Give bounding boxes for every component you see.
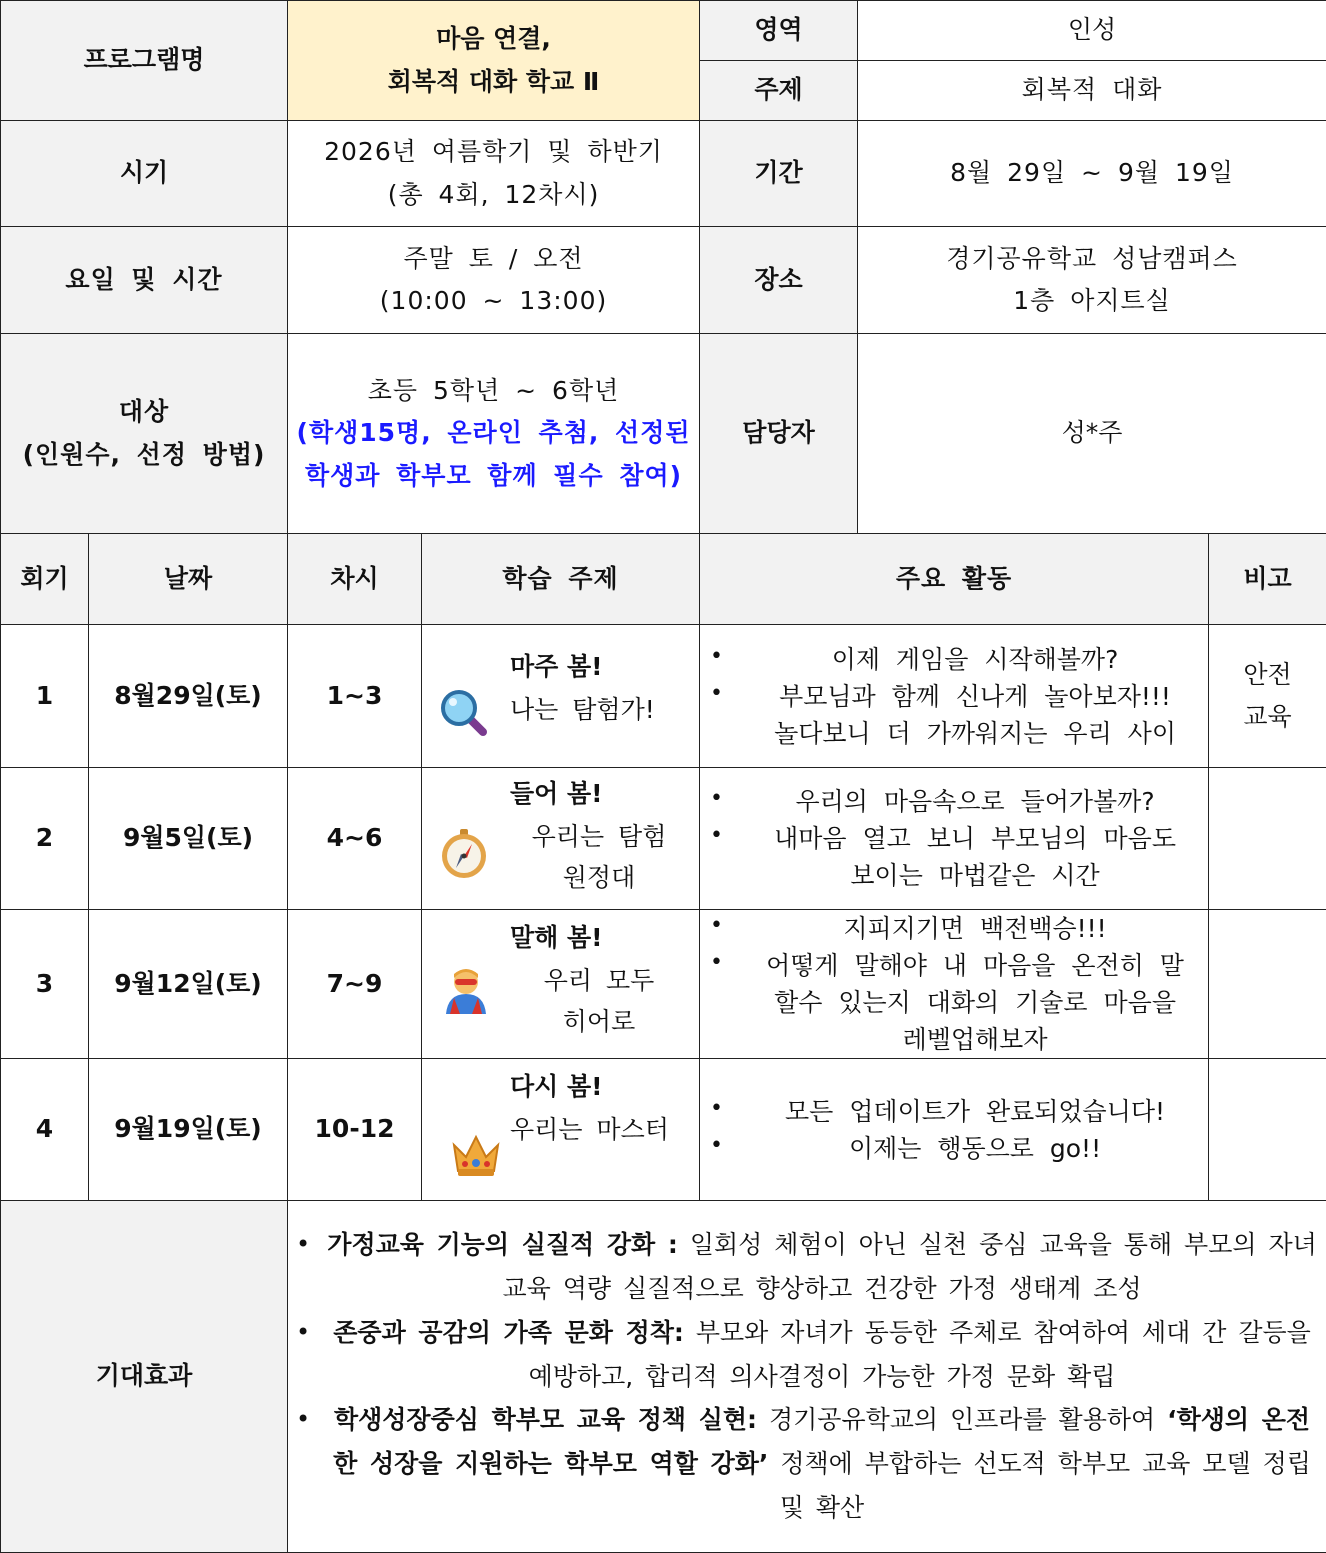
topic-subtitle [506, 960, 692, 1043]
session-date: 8월29일(토) [89, 625, 288, 768]
topic-title: 말해 봄! [510, 918, 603, 958]
program-name-value [288, 1, 700, 121]
effects-content [288, 1201, 1326, 1553]
manager-label: 담당자 [700, 334, 858, 534]
topic-subtitle-line1: 우리는 탐험 [506, 816, 692, 857]
session-number: 4 [1, 1059, 89, 1201]
target-line3: 학생과 학부모 함께 필수 참여) [294, 455, 693, 498]
session-period: 1~3 [288, 625, 422, 768]
crown-icon [450, 1129, 502, 1181]
effect-text: 일회성 체험이 아닌 실천 중심 교육을 통해 부모의 자녀 교육 역량 실질적으로 향상하고 건강한 가정 생태계 조성 [502, 1230, 1316, 1303]
session-date: 9월12일(토) [89, 910, 288, 1059]
session-note [1209, 1059, 1326, 1201]
day-line1: 주말 토 / 오전 [294, 238, 693, 281]
topic-subtitle-line2: 히어로 [506, 1001, 692, 1042]
session-period: 4~6 [288, 768, 422, 910]
col-header-date: 날짜 [89, 534, 288, 625]
activity-text-continued: 놀다보니 더 가까워지는 우리 사이 [748, 715, 1202, 752]
session-activities [700, 910, 1209, 1059]
topic-title: 다시 봄! [510, 1067, 603, 1107]
compass-icon [438, 828, 490, 880]
activity-text: 어떻게 말해야 내 마음을 온전히 말 [766, 951, 1184, 980]
place-label: 장소 [700, 227, 858, 334]
effect-text: 경기공유학교의 인프라를 활용하여 [757, 1405, 1167, 1434]
effect-item [294, 1223, 1320, 1311]
topic-title: 마주 봄! [510, 647, 603, 687]
target-label-line1: 대상 [7, 391, 281, 434]
time-label: 시기 [1, 121, 288, 227]
effect-text-end: 정책에 부합하는 선도적 학부모 교육 모델 정립 및 확산 [768, 1449, 1310, 1522]
activity-item: • 이제는 행동으로 go!! [706, 1130, 1202, 1167]
session-topic [422, 910, 700, 1059]
day-time-value [288, 227, 700, 334]
program-name-line2: 회복적 대화 학교 Ⅱ [294, 61, 693, 104]
topic-subtitle [506, 816, 692, 899]
session-activities [700, 768, 1209, 910]
session-period: 10-12 [288, 1059, 422, 1201]
topic-subtitle: 우리는 마스터 [510, 1109, 669, 1150]
activity-item [706, 678, 1202, 752]
area-value: 인성 [858, 1, 1326, 61]
time-line1: 2026년 여름학기 및 하반기 [294, 131, 693, 174]
topic-subtitle: 나는 탐험가! [510, 689, 655, 730]
activity-item: • 모든 업데이트가 완료되었습니다! [706, 1093, 1202, 1130]
effect-heading: 학생성장중심 학부모 교육 정책 실현: [334, 1405, 757, 1434]
period-value: 8월 29일 ~ 9월 19일 [858, 121, 1326, 227]
theme-value: 회복적 대화 [858, 61, 1326, 121]
manager-value: 성*주 [858, 334, 1326, 534]
session-topic [422, 625, 700, 768]
session-topic [422, 1059, 700, 1201]
session-number: 2 [1, 768, 89, 910]
activity-text-continued: 보이는 마법같은 시간 [748, 857, 1202, 894]
activity-text: 부모님과 함께 신나게 놀아보자!!! [779, 682, 1171, 711]
table-row [1, 1059, 1326, 1201]
session-date: 9월5일(토) [89, 768, 288, 910]
magnifying-glass-icon [438, 687, 490, 739]
session-period: 7~9 [288, 910, 422, 1059]
activity-text-continued: 레벨업해보자 [748, 1021, 1202, 1058]
time-value [288, 121, 700, 227]
session-note [1209, 910, 1326, 1059]
table-row [1, 910, 1326, 1059]
activity-item: • 이제 게임을 시작해볼까? [706, 641, 1202, 678]
effect-heading: 가정교육 기능의 실질적 강화 : [327, 1230, 678, 1259]
col-header-topic: 학습 주제 [422, 534, 700, 625]
col-header-session: 회기 [1, 534, 89, 625]
effect-item [294, 1398, 1320, 1529]
superhero-icon [440, 964, 492, 1016]
activity-item [706, 820, 1202, 894]
session-note [1209, 768, 1326, 910]
target-line2: (학생15명, 온라인 추첨, 선정된 [294, 412, 693, 455]
session-activities [700, 1059, 1209, 1201]
table-row [1, 768, 1326, 910]
target-label-line2: (인원수, 선정 방법) [7, 434, 281, 477]
col-header-period: 차시 [288, 534, 422, 625]
topic-title: 들어 봄! [510, 774, 603, 814]
place-line2: 1층 아지트실 [864, 280, 1320, 323]
col-header-activities: 주요 활동 [700, 534, 1209, 625]
day-time-label: 요일 및 시간 [1, 227, 288, 334]
target-value [288, 334, 700, 534]
target-line1: 초등 5학년 ~ 6학년 [294, 370, 693, 413]
table-row [1, 625, 1326, 768]
effects-label: 기대효과 [1, 1201, 288, 1553]
col-header-note: 비고 [1209, 534, 1326, 625]
note-line2: 교육 [1215, 696, 1320, 739]
session-activities [700, 625, 1209, 768]
place-line1: 경기공유학교 성남캠퍼스 [864, 238, 1320, 281]
target-label [1, 334, 288, 534]
note-line1: 안전 [1215, 654, 1320, 697]
activity-item: • 우리의 마음속으로 들어가볼까? [706, 783, 1202, 820]
session-number: 3 [1, 910, 89, 1059]
effect-highlight: ‘학생의 온전한 성장을 지원하는 학부모 역할 강화’ [333, 1405, 1310, 1478]
place-value [858, 227, 1326, 334]
topic-subtitle-line1: 우리 모두 [506, 960, 692, 1001]
activity-item: • 지피지기면 백전백승!!! [706, 910, 1202, 947]
time-line2: (총 4회, 12차시) [294, 174, 693, 217]
activity-text: 내마음 열고 보니 부모님의 마음도 [774, 824, 1176, 853]
session-note [1209, 625, 1326, 768]
topic-subtitle-line2: 원정대 [506, 857, 692, 898]
session-date: 9월19일(토) [89, 1059, 288, 1201]
activity-text-continued: 할수 있는지 대화의 기술로 마음을 [748, 984, 1202, 1021]
effect-item [294, 1311, 1320, 1399]
day-line2: (10:00 ~ 13:00) [294, 280, 693, 323]
program-name-line1: 마음 연결, [294, 18, 693, 61]
effect-heading: 존중과 공감의 가족 문화 정착: [333, 1318, 684, 1347]
area-label: 영역 [700, 1, 858, 61]
theme-label: 주제 [700, 61, 858, 121]
period-label: 기간 [700, 121, 858, 227]
activity-item [706, 947, 1202, 1058]
session-number: 1 [1, 625, 89, 768]
session-topic [422, 768, 700, 910]
effect-text: 부모와 자녀가 동등한 주체로 참여하여 세대 간 갈등을 예방하고, 합리적 의사결정이 가능한 가정 문화 확립 [529, 1318, 1311, 1391]
program-name-label: 프로그램명 [1, 1, 288, 121]
